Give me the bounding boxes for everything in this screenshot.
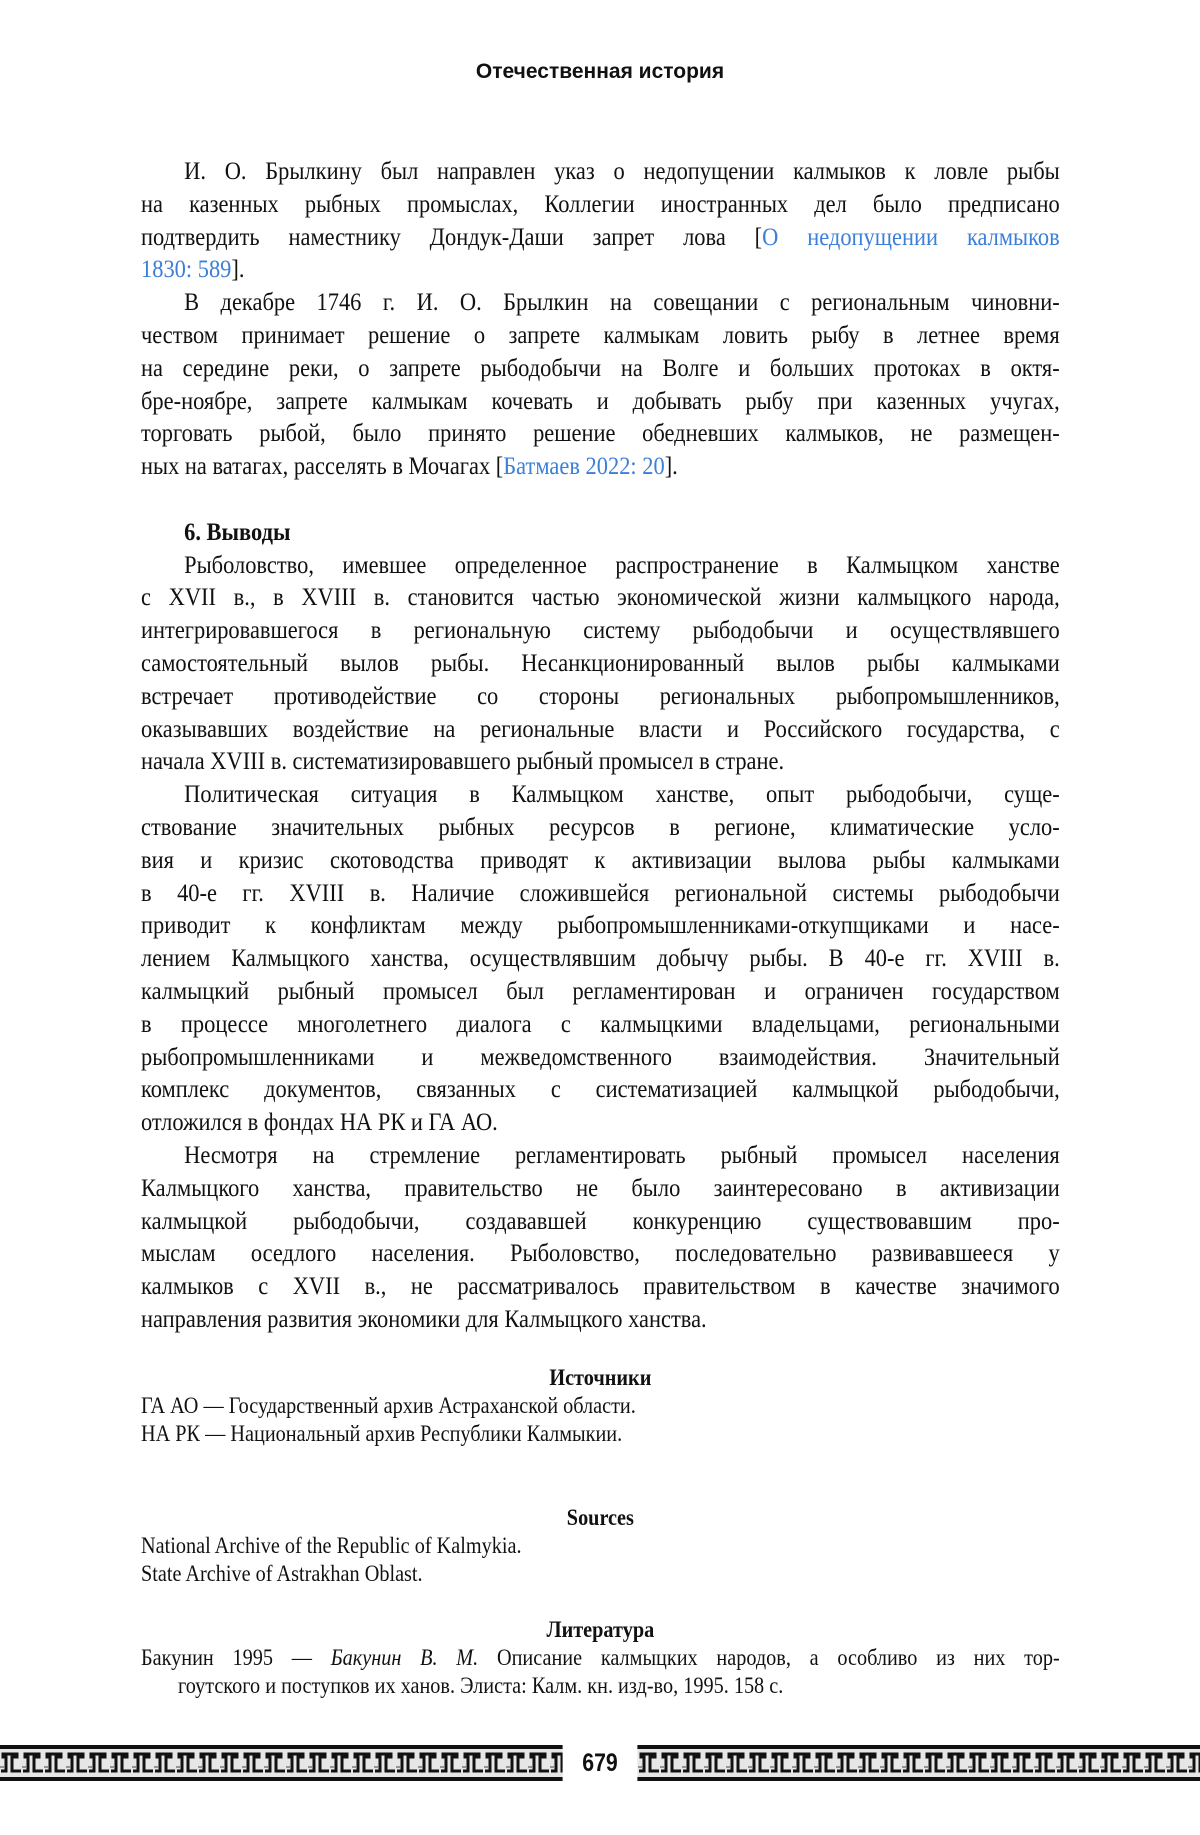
text-line: оказывавших воздействие на региональные власти и Российского государства, с	[141, 713, 1060, 746]
text-line: ствование значительных рыбных ресурсов в регионе, климатические усло-	[141, 811, 1060, 844]
blank-line	[141, 483, 1060, 516]
text-line: приводит к конфликтам между рыбопромышленниками-откупщиками и насе-	[141, 909, 1060, 942]
text-line: калмыцкий рыбный промысел был регламентирован и ограничен государством	[141, 975, 1060, 1008]
spacer	[141, 1476, 1060, 1504]
text-segment: ].	[665, 451, 678, 480]
text-line	[141, 450, 1060, 483]
page-number: 679	[563, 1745, 638, 1781]
sources-ru-title: Источники	[141, 1364, 1060, 1392]
paragraph	[141, 1139, 1060, 1336]
text-line: Калмыцкого ханства, правительство не было заинтересовано в активизации	[141, 1172, 1060, 1205]
sources-ru-item: ГА АО — Государственный архив Астраханской области.	[141, 1392, 1060, 1420]
literature-entry-line	[141, 1644, 1060, 1672]
text-line: лением Калмыцкого ханства, осуществлявшим добычу рыбы. В 40-е гг. XVIII в.	[141, 942, 1060, 975]
running-head: Отечественная история	[0, 60, 1200, 84]
text-line: в 40-е гг. XVIII в. Наличие сложившейся региональной системы рыбодобычи	[141, 877, 1060, 910]
text-line: рыбопромышленниками и межведомственного взаимодействия. Значительный	[141, 1041, 1060, 1074]
citation-link[interactable]: Батмаев 2022: 20	[503, 451, 664, 480]
sources-en-title: Sources	[141, 1504, 1060, 1532]
text-line: комплекс документов, связанных с систематизацией калмыцкой рыбодобычи,	[141, 1073, 1060, 1106]
text-line: с XVII в., в XVIII в. становится частью экономической жизни калмыцкого народа,	[141, 581, 1060, 614]
text-segment: Описание калмыцких народов, а особливо из них тор-	[478, 1645, 1059, 1670]
literature-title: Литература	[141, 1616, 1060, 1644]
text-line: Политическая ситуация в Калмыцком ханстве, опыт рыбодобычи, суще-	[141, 778, 1060, 811]
text-segment: подтвердить наместнику Дондук-Даши запрет лова [	[141, 222, 762, 251]
text-line: И. О. Брылкину был направлен указ о недопущении калмыков к ловле рыбы	[141, 155, 1060, 188]
sources-ru-item: НА РК — Национальный архив Республики Калмыкии.	[141, 1420, 1060, 1448]
text-line: калмыков с XVII в., не рассматривалось правительством в качестве значимого	[141, 1270, 1060, 1303]
text-line: в процессе многолетнего диалога с калмыцкими владельцами, региональными	[141, 1008, 1060, 1041]
text-line: встречает противодействие со стороны региональных рыбопромышленников,	[141, 680, 1060, 713]
citation-link[interactable]: О недопущении калмыков	[762, 222, 1060, 251]
spacer	[141, 1588, 1060, 1616]
text-line: на казенных рыбных промыслах, Коллегии иностранных дел было предписано	[141, 188, 1060, 221]
text-line: Рыболовство, имевшее определенное распространение в Калмыцком ханстве	[141, 549, 1060, 582]
text-line: Несмотря на стремление регламентировать рыбный промысел населения	[141, 1139, 1060, 1172]
text-line: вия и кризис скотоводства приводят к активизации вылова рыбы калмыками	[141, 844, 1060, 877]
paragraph	[141, 778, 1060, 1139]
references	[141, 1364, 1060, 1700]
text-line: начала XVIII в. систематизировавшего рыбный промысел в стране.	[141, 745, 1060, 778]
text-line	[141, 253, 1060, 286]
sources-en-item: National Archive of the Republic of Kalmykia.	[141, 1532, 1060, 1560]
paragraph	[141, 155, 1060, 286]
paragraph	[141, 286, 1060, 483]
author-name: Бакунин В. М.	[331, 1645, 479, 1670]
section-heading: 6. Выводы	[141, 516, 1060, 549]
text-line: интегрировавшегося в региональную систему рыбодобычи и осуществлявшего	[141, 614, 1060, 647]
sources-en-item: State Archive of Astrakhan Oblast.	[141, 1560, 1060, 1588]
text-segment: ных на ватагах, расселять в Мочагах [	[141, 451, 503, 480]
text-line: В декабре 1746 г. И. О. Брылкин на совещании с региональным чиновни-	[141, 286, 1060, 319]
text-line: чеством принимает решение о запрете калмыкам ловить рыбу в летнее время	[141, 319, 1060, 352]
text-segment: ].	[231, 254, 244, 283]
article-body	[141, 155, 1060, 1336]
text-line: направления развития экономики для Калмыцкого ханства.	[141, 1303, 1060, 1336]
citation-link[interactable]: 1830: 589	[141, 254, 231, 283]
text-line: бре-ноябре, запрете калмыкам кочевать и добывать рыбу при казенных учугах,	[141, 385, 1060, 418]
text-line: отложился в фондах НА РК и ГА АО.	[141, 1106, 1060, 1139]
text-line: на середине реки, о запрете рыбодобычи на Волге и больших протоках в октя-	[141, 352, 1060, 385]
text-line: мыслам оседлого населения. Рыболовство, последовательно развивавшееся у	[141, 1237, 1060, 1270]
text-line: торговать рыбой, было принято решение обедневших калмыков, не размещен-	[141, 417, 1060, 450]
text-segment: Бакунин 1995 —	[141, 1645, 331, 1670]
text-line: самостоятельный вылов рыбы. Несанкционированный вылов рыбы калмыками	[141, 647, 1060, 680]
text-line: калмыцкой рыбодобычи, создававшей конкуренцию существовавшим про-	[141, 1205, 1060, 1238]
paragraph	[141, 549, 1060, 779]
spacer	[141, 1448, 1060, 1476]
literature-entry-line: гоутского и поступков их ханов. Элиста: Калм. кн. изд-во, 1995. 158 с.	[141, 1672, 1060, 1700]
text-line	[141, 221, 1060, 254]
